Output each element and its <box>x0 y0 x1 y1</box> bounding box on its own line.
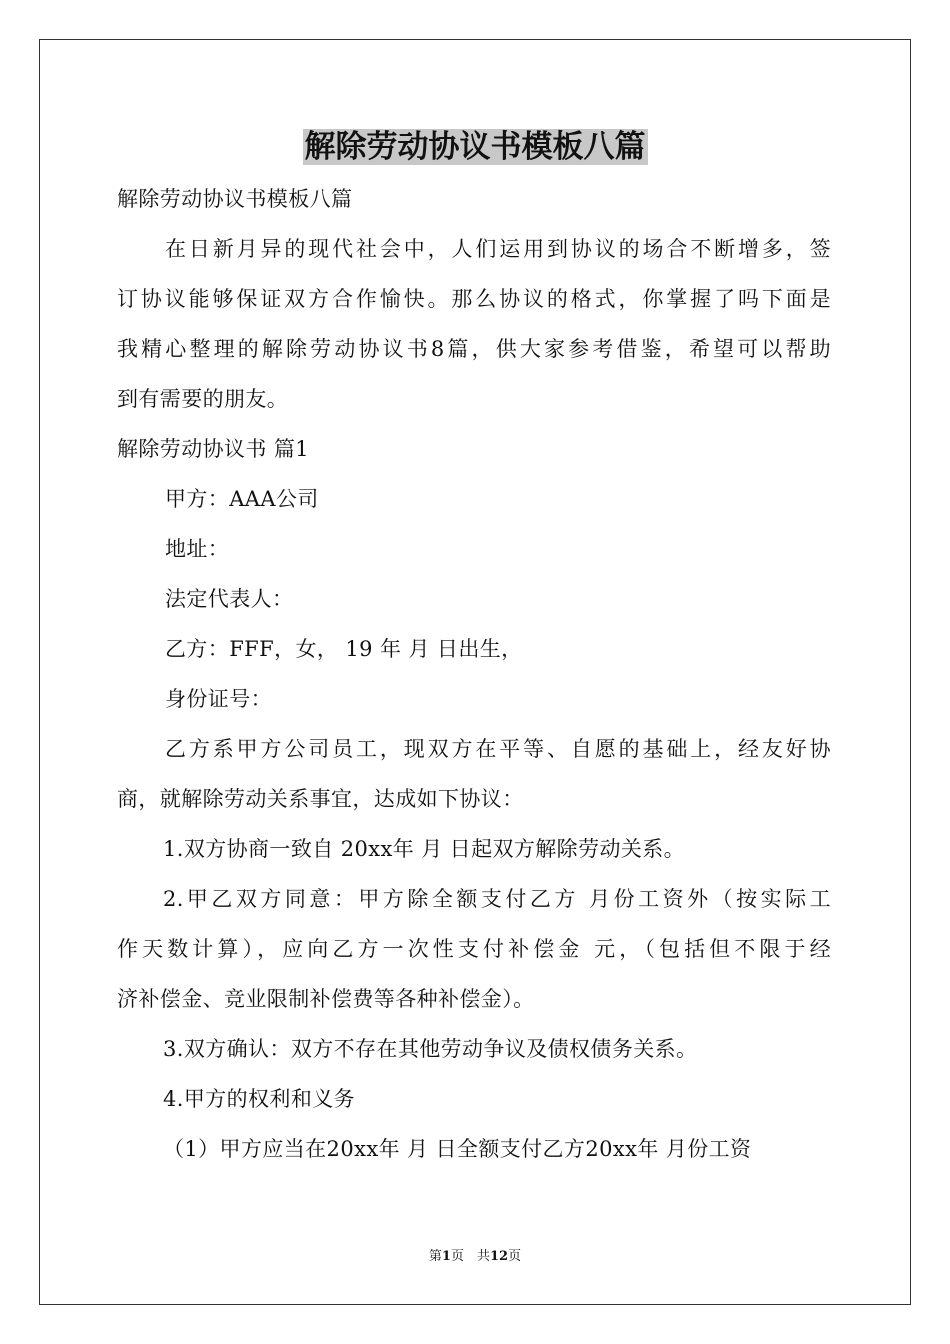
paragraph-line: 乙方系甲方公司员工，现双方在平等、自愿的基础上，经友好协 <box>165 737 831 761</box>
id-number-line: 身份证号： <box>165 687 272 711</box>
page-footer-mid: 页 共 <box>450 1249 490 1264</box>
page-footer-suffix: 页 <box>508 1249 522 1264</box>
page-total-number: 12 <box>489 1249 509 1264</box>
paragraph-line: 商，就解除劳动关系事宜，达成如下协议： <box>117 787 524 811</box>
clause-line: 4.甲方的权利和义务 <box>163 1087 356 1111</box>
section-heading: 解除劳动协议书 篇1 <box>117 437 310 461</box>
party-b-line: 乙方：FFF，女， 19 年 月 日出生， <box>165 637 523 661</box>
party-a-line: 甲方：AAA公司 <box>165 487 319 511</box>
page-footer <box>0 1248 950 1266</box>
clause-line: 作天数计算），应向乙方一次性支付补偿金 元，（包括但不限于经 <box>117 937 831 961</box>
clause-line: 济补偿金、竞业限制补偿费等各种补偿金）。 <box>117 987 535 1011</box>
paragraph-line: 我精心整理的解除劳动协议书8篇，供大家参考借鉴，希望可以帮助 <box>117 337 831 361</box>
paragraph-line: 在日新月异的现代社会中，人们运用到协议的场合不断增多，签 <box>165 237 831 261</box>
paragraph-line: 到有需要的朋友。 <box>117 387 289 411</box>
legal-representative-line: 法定代表人： <box>165 587 294 611</box>
document-subtitle: 解除劳动协议书模板八篇 <box>117 187 353 211</box>
paragraph-line: 订协议能够保证双方合作愉快。那么协议的格式，你掌握了吗下面是 <box>117 287 831 311</box>
document-title <box>0 124 950 170</box>
page-border <box>39 39 911 1305</box>
document-title-text: 解除劳动协议书模板八篇 <box>304 129 646 165</box>
clause-line: 3.双方确认：双方不存在其他劳动争议及债权债务关系。 <box>163 1037 698 1061</box>
page-current-number: 1 <box>441 1249 451 1264</box>
clause-line: 2.甲乙双方同意：甲方除全额支付乙方 月份工资外（按实际工 <box>163 887 831 911</box>
page-footer-prefix: 第 <box>428 1249 442 1264</box>
clause-line: 1.双方协商一致自 20xx年 月 日起双方解除劳动关系。 <box>163 837 686 861</box>
address-line: 地址： <box>165 537 230 561</box>
clause-line: （1）甲方应当在20xx年 月 日全额支付乙方20xx年 月份工资 <box>163 1137 752 1161</box>
